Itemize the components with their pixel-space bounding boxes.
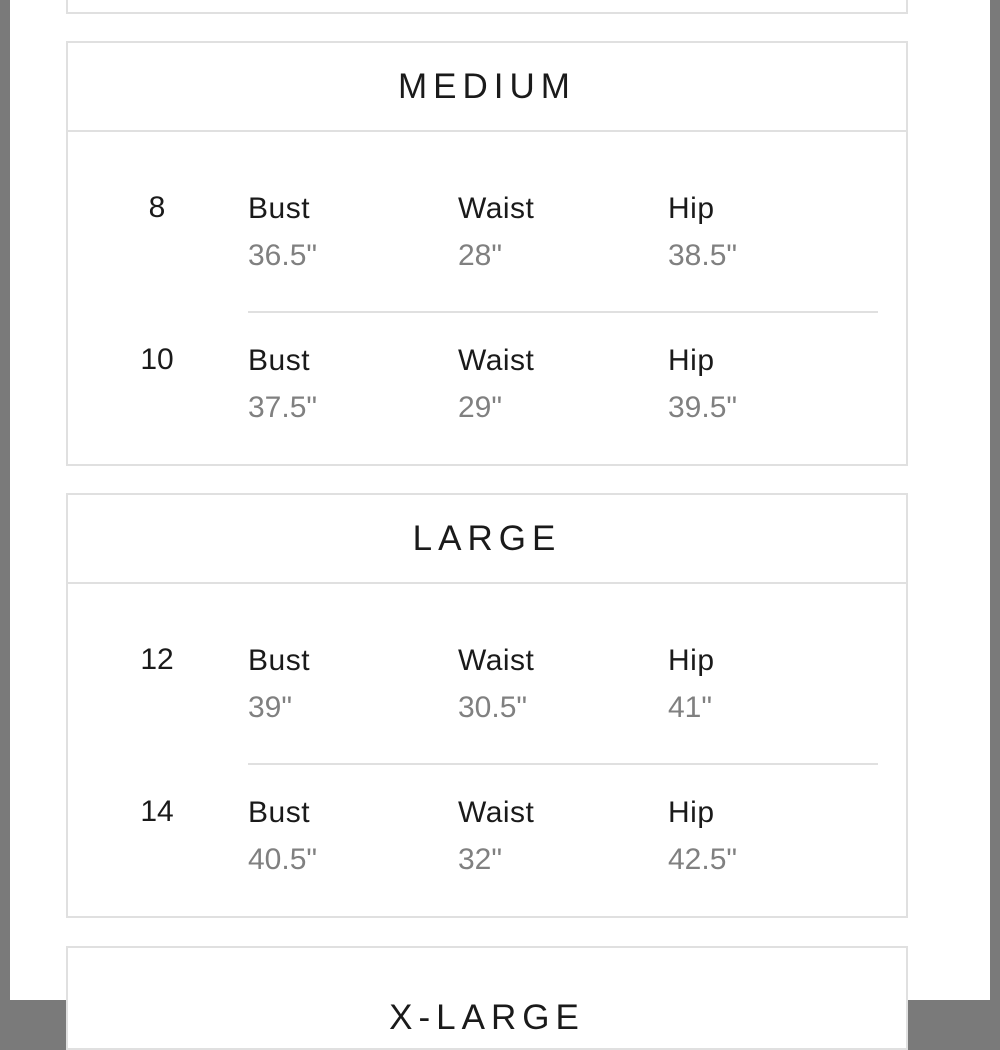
waist-measure [458, 643, 658, 726]
bust-measure [248, 191, 448, 274]
hip-value: 39.5" [668, 391, 738, 424]
hip-value: 38.5" [668, 239, 738, 272]
size-section-title: MEDIUM [68, 43, 906, 132]
waist-value: 30.5" [458, 691, 528, 724]
size-number: 8 [148, 191, 166, 224]
size-number: 10 [140, 343, 174, 376]
bust-measure [248, 795, 448, 878]
size-row [68, 795, 906, 895]
bust-value: 39" [248, 691, 293, 724]
hip-measure [668, 643, 868, 726]
size-card-large [66, 493, 908, 918]
bust-measure [248, 343, 448, 426]
hip-measure [668, 343, 868, 426]
bust-label: Bust [248, 192, 311, 225]
waist-measure [458, 795, 658, 878]
hip-label: Hip [668, 344, 715, 377]
bust-label: Bust [248, 644, 311, 677]
size-row [68, 643, 906, 743]
size-number: 12 [140, 643, 174, 676]
hip-value: 42.5" [668, 843, 738, 876]
size-section-title: X-LARGE [389, 998, 585, 1037]
waist-measure [458, 191, 658, 274]
size-section-title: LARGE [68, 495, 906, 584]
waist-measure [458, 343, 658, 426]
size-card-medium [66, 41, 908, 466]
hip-label: Hip [668, 644, 715, 677]
waist-value: 29" [458, 391, 503, 424]
bust-value: 40.5" [248, 843, 318, 876]
hip-label: Hip [668, 796, 715, 829]
waist-label: Waist [458, 344, 535, 377]
hip-value: 41" [668, 691, 713, 724]
waist-value: 32" [458, 843, 503, 876]
waist-value: 28" [458, 239, 503, 272]
size-card-previous [66, 0, 908, 14]
hip-measure [668, 191, 868, 274]
size-number: 14 [140, 795, 174, 828]
hip-measure [668, 795, 868, 878]
waist-label: Waist [458, 796, 535, 829]
bust-value: 36.5" [248, 239, 318, 272]
hip-label: Hip [668, 192, 715, 225]
size-card-x-large [66, 946, 908, 1050]
size-row [68, 343, 906, 443]
waist-label: Waist [458, 192, 535, 225]
bust-label: Bust [248, 796, 311, 829]
bust-value: 37.5" [248, 391, 318, 424]
row-divider [248, 311, 878, 313]
size-row [68, 191, 906, 291]
bust-label: Bust [248, 344, 311, 377]
size-chart-viewport [10, 0, 990, 1037]
waist-label: Waist [458, 644, 535, 677]
row-divider [248, 763, 878, 765]
bust-measure [248, 643, 448, 726]
